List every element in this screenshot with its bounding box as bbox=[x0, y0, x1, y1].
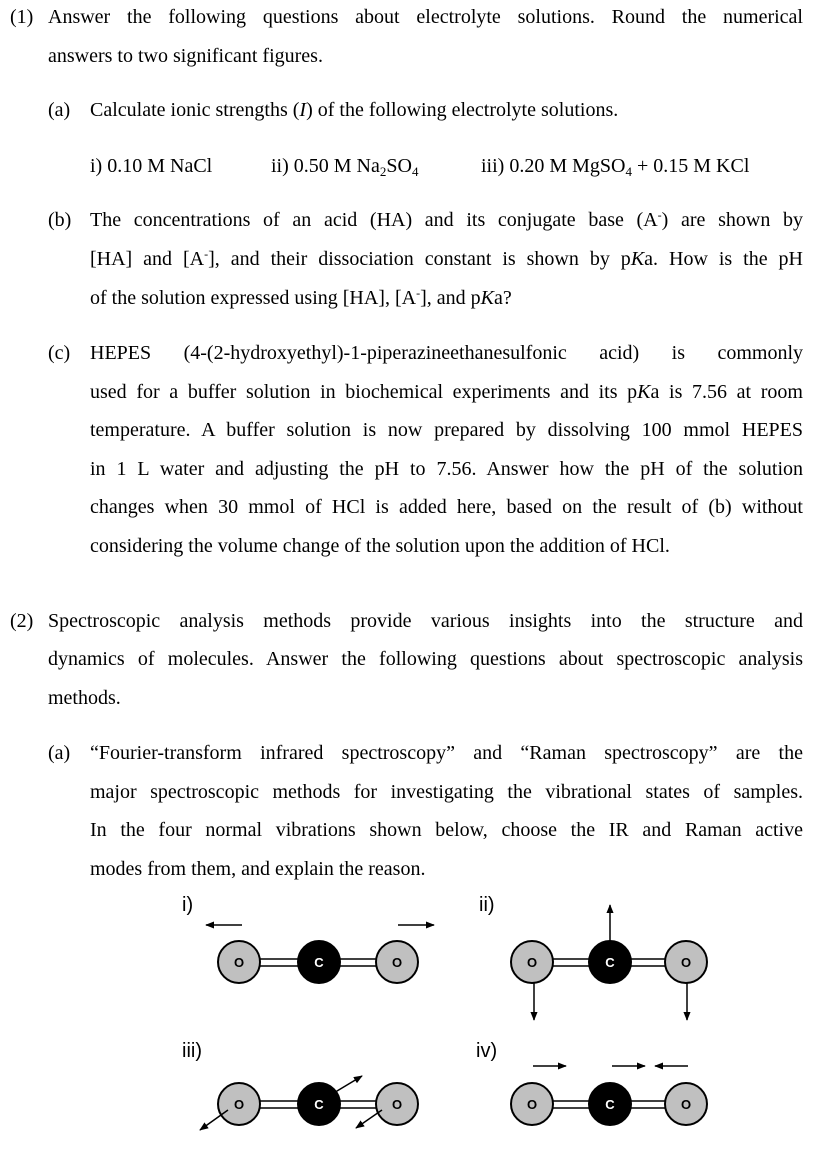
q1b-label: (b) bbox=[48, 209, 72, 231]
mode-iii-double-bond-left bbox=[260, 1101, 300, 1108]
q1c-label: (c) bbox=[48, 342, 71, 364]
mode-iii-arrow-right bbox=[356, 1110, 382, 1128]
q2a-line1: “Fourier-transform infrared spectroscopy” and “Raman spectroscopy” are the bbox=[90, 742, 803, 764]
q1b-line3: of the solution expressed using [HA], [A-], and pKa? bbox=[90, 286, 512, 309]
q2-number: (2) bbox=[10, 610, 34, 632]
q2-intro-line3: methods. bbox=[48, 687, 121, 709]
solution-1: i) 0.10 M NaCl bbox=[90, 155, 213, 177]
q1-intro-line1: Answer the following questions about electrolyte solutions. Round the numerical bbox=[48, 6, 803, 28]
q1b-line2: [HA] and [A-], and their dissociation constant is shown by pKa. How is the pH bbox=[90, 247, 804, 270]
mode-i-oxygen-right-symbol: O bbox=[391, 955, 403, 970]
mode-iv-molecule bbox=[511, 1066, 707, 1125]
mode-iii-carbon-symbol: C bbox=[314, 1097, 324, 1112]
mode-i-oxygen-left-symbol: O bbox=[233, 955, 245, 970]
mode-ii-molecule bbox=[511, 905, 707, 1020]
mode-iii-arrow-left bbox=[200, 1110, 228, 1130]
mode-label-ii: ii) bbox=[479, 894, 495, 916]
q1-intro-line2: answers to two significant figures. bbox=[48, 45, 323, 67]
q2-intro-line1: Spectroscopic analysis methods provide various insights into the structure and bbox=[48, 610, 803, 632]
mode-iv-double-bond-left bbox=[553, 1101, 591, 1108]
mode-iv-oxygen-right-symbol: O bbox=[680, 1097, 692, 1112]
mode-ii-oxygen-left-symbol: O bbox=[526, 955, 538, 970]
mode-i-carbon-symbol: C bbox=[314, 955, 324, 970]
mode-iii-oxygen-left-symbol: O bbox=[233, 1097, 245, 1112]
solution-3: iii) 0.20 M MgSO$_4$ + 0.15 M KCl bbox=[481, 155, 750, 179]
q1c-line2: used for a buffer solution in biochemical experiments and its pKa is 7.56 at room bbox=[90, 381, 803, 403]
solution-2: ii) 0.50 M $Na_2SO_4$ bbox=[271, 155, 419, 179]
q2a-line4: modes from them, and explain the reason. bbox=[90, 858, 426, 880]
q1a-label: (a) bbox=[48, 99, 71, 121]
q1c-line3: temperature. A buffer solution is now prepared by dissolving 100 mmol HEPES bbox=[90, 419, 803, 441]
mode-i-molecule bbox=[206, 925, 434, 983]
mode-ii-carbon-symbol: C bbox=[605, 955, 615, 970]
mode-i-double-bond-right bbox=[338, 959, 376, 966]
mode-i-double-bond-left bbox=[260, 959, 300, 966]
q1b-line1: The concentrations of an acid (HA) and its conjugate base (A-) are shown by bbox=[90, 208, 803, 231]
mode-ii-oxygen-right-symbol: O bbox=[680, 955, 692, 970]
mode-iv-carbon-symbol: C bbox=[605, 1097, 615, 1112]
mode-iv-double-bond-right bbox=[629, 1101, 665, 1108]
q2a-line3: In the four normal vibrations shown below, choose the IR and Raman active bbox=[90, 819, 803, 841]
mode-iii-molecule bbox=[200, 1076, 418, 1130]
mode-iii-oxygen-right-symbol: O bbox=[391, 1097, 403, 1112]
mode-label-iv: iv) bbox=[476, 1040, 498, 1062]
mode-label-iii: iii) bbox=[182, 1040, 202, 1062]
mode-iv-oxygen-left-symbol: O bbox=[526, 1097, 538, 1112]
mode-ii-double-bond-left bbox=[553, 959, 591, 966]
q1c-line4: in 1 L water and adjusting the pH to 7.56. Answer how the pH of the solution bbox=[90, 458, 803, 480]
mode-ii-double-bond-right bbox=[629, 959, 665, 966]
q2-intro-line2: dynamics of molecules. Answer the following questions about spectroscopic analysis bbox=[48, 648, 803, 670]
q1c-line1: HEPES (4-(2-hydroxyethyl)-1-piperazineethanesulfonic acid) is commonly bbox=[90, 342, 803, 364]
q2a-label: (a) bbox=[48, 742, 71, 764]
q1-number: (1) bbox=[10, 6, 34, 28]
q1c-line5: changes when 30 mmol of HCl is added here, based on the result of (b) without bbox=[90, 496, 803, 518]
q1a-text: Calculate ionic strengths (I) of the following electrolyte solutions. bbox=[90, 99, 619, 121]
q2a-line2: major spectroscopic methods for investigating the vibrational states of samples. bbox=[90, 781, 803, 803]
vibration-modes-figure bbox=[0, 880, 824, 1156]
mode-iii-arrow-center bbox=[332, 1076, 362, 1094]
vibration-diagrams bbox=[0, 880, 824, 1156]
mode-iii-double-bond-right bbox=[338, 1101, 376, 1108]
q1c-line6: considering the volume change of the solution upon the addition of HCl. bbox=[90, 535, 670, 557]
mode-label-i: i) bbox=[182, 894, 194, 916]
